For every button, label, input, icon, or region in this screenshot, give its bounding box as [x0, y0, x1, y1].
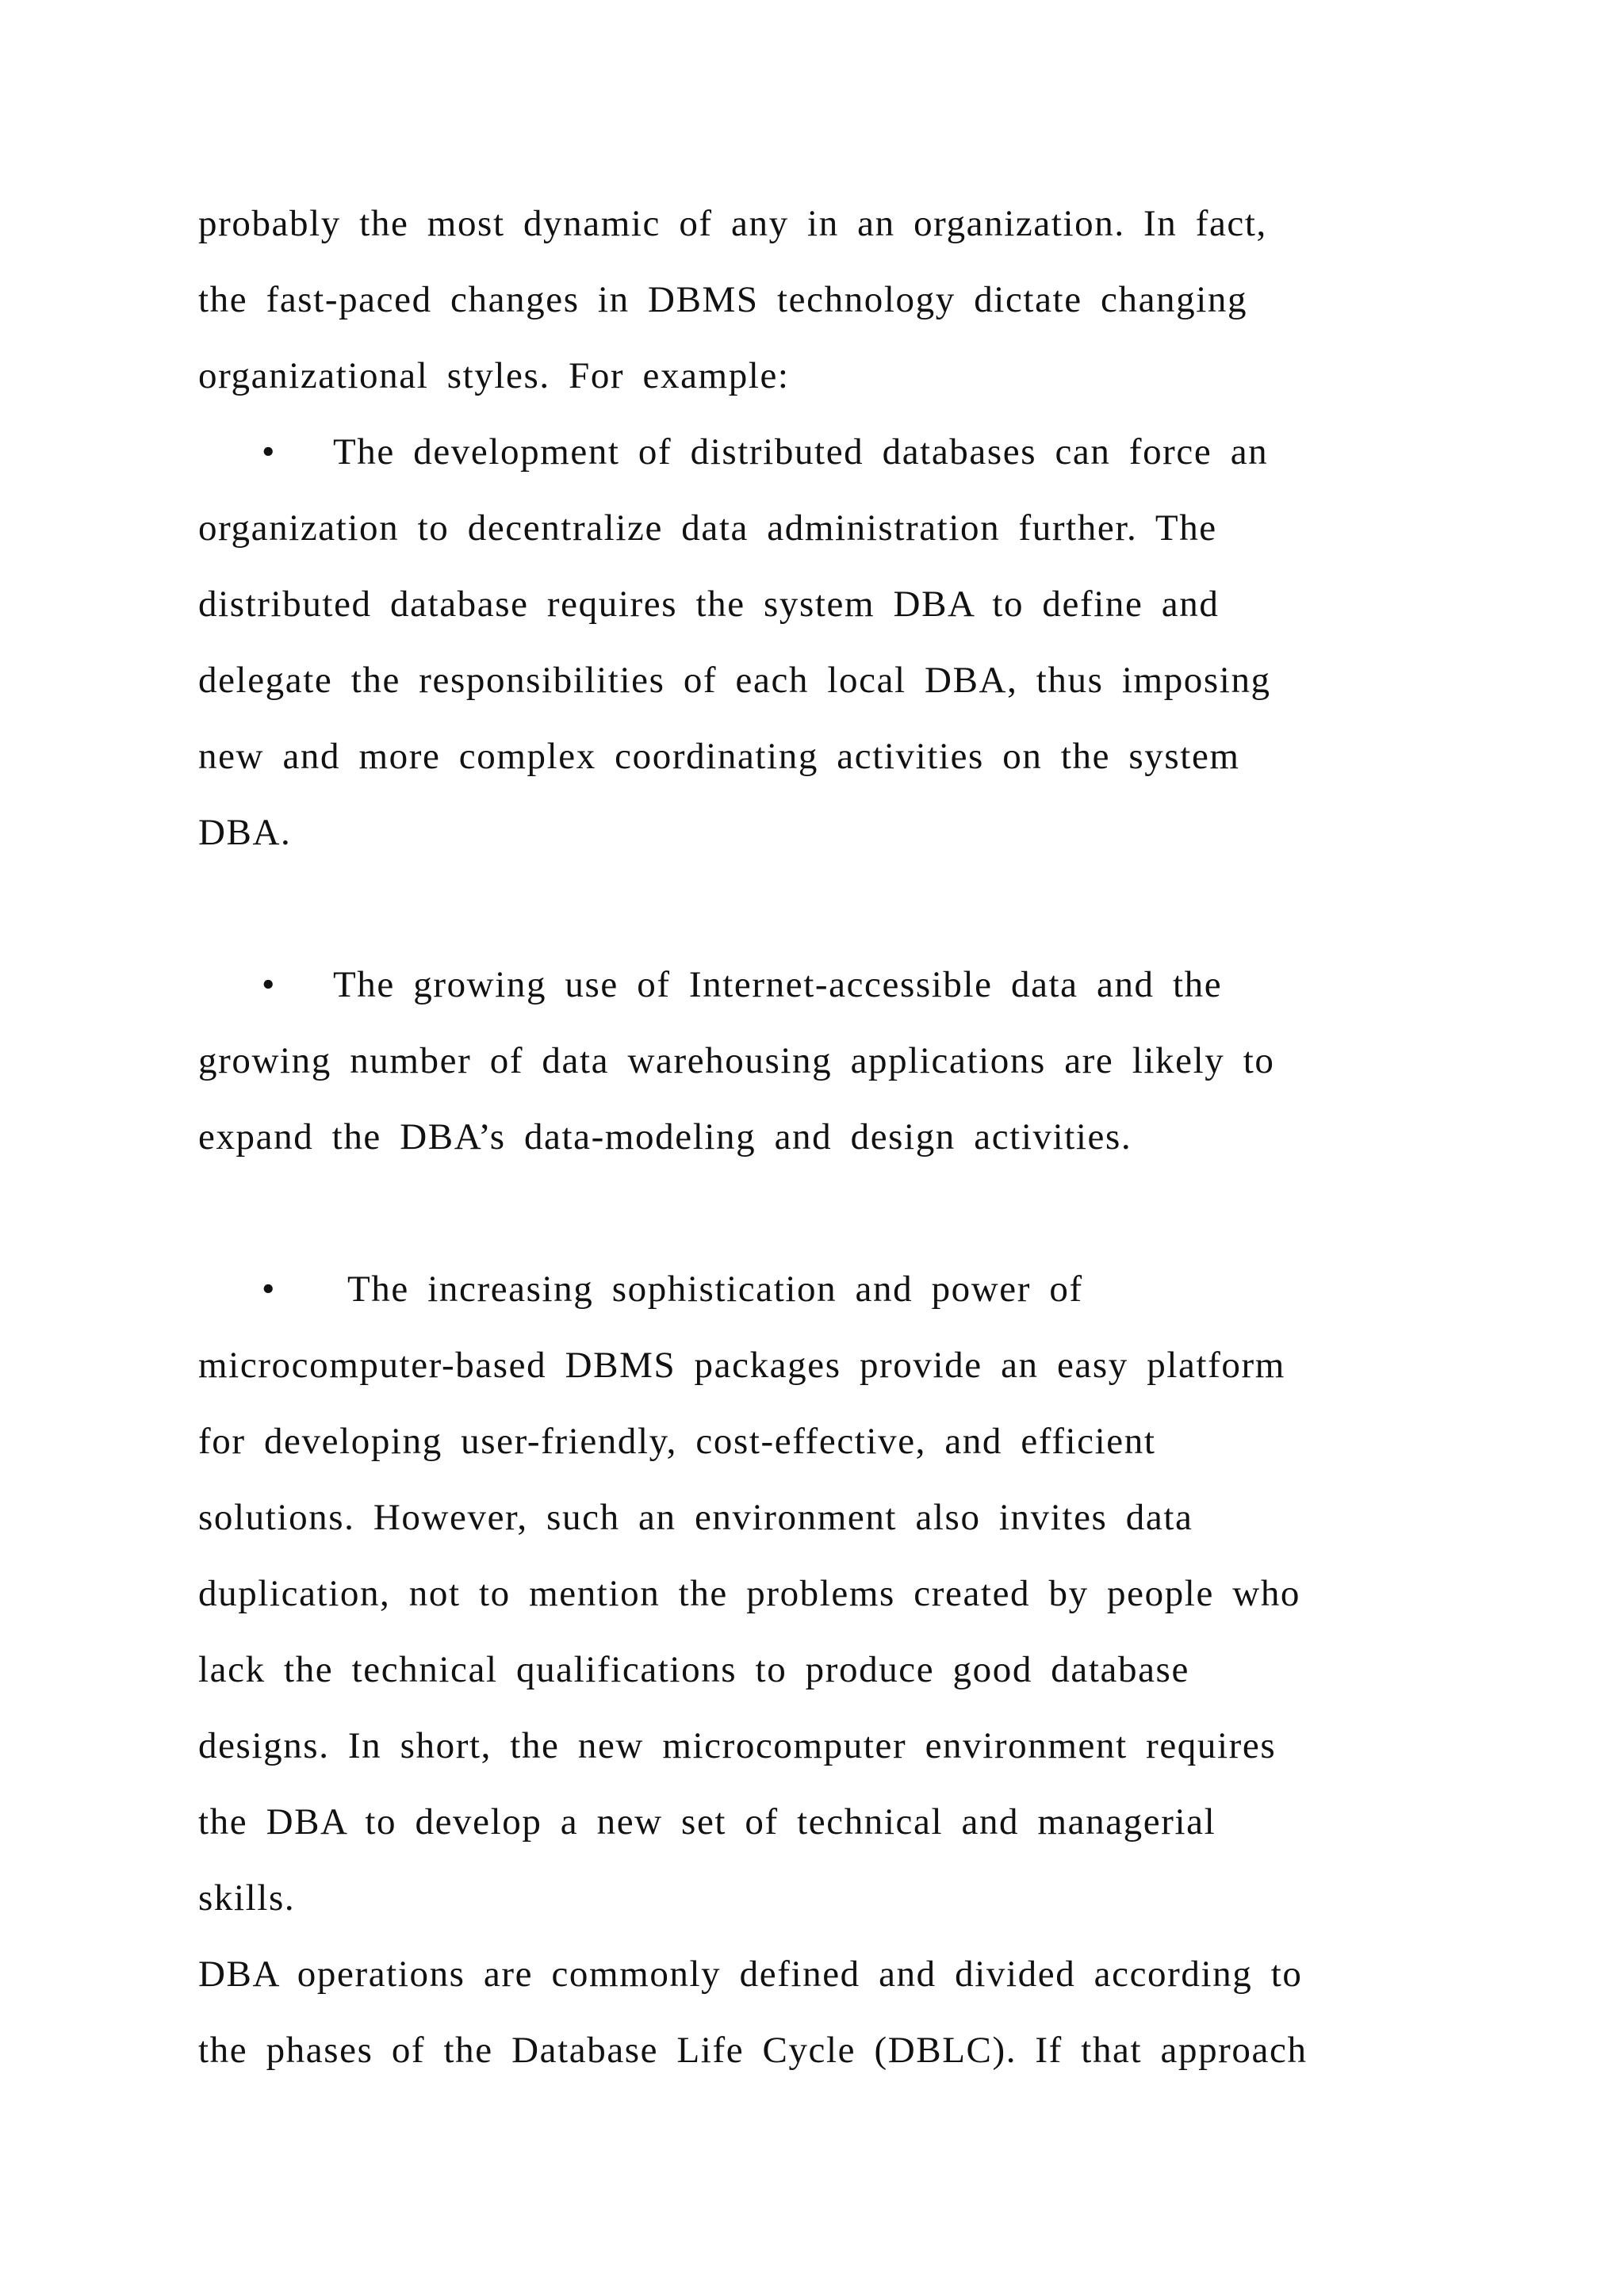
- bullet-item-first-line: The growing use of Internet-accessible data and the: [333, 964, 1223, 1005]
- bullet-item-line: new and more complex coordinating activities on the system: [198, 736, 1240, 777]
- bullet-marker: •: [262, 964, 277, 1005]
- bullet-item-first-line: The increasing sophistication and power of: [347, 1269, 1083, 1310]
- bullet-marker: •: [262, 1269, 277, 1310]
- bullet-item-line: designs. In short, the new microcomputer environment requires: [198, 1725, 1277, 1766]
- bullet-item-line: microcomputer-based DBMS packages provide an easy platform: [198, 1345, 1285, 1386]
- bullet-item-line: for developing user-friendly, cost-effective, and efficient: [198, 1421, 1156, 1462]
- paragraph-line: organizational styles. For example:: [198, 355, 790, 396]
- bullet-item-line: the DBA to develop a new set of technical and managerial: [198, 1801, 1216, 1843]
- paragraph-line: the phases of the Database Life Cycle (DBLC). If that approach: [198, 2030, 1308, 2071]
- bullet-item-line: expand the DBA’s data-modeling and design activities.: [198, 1116, 1132, 1158]
- paragraph-line: DBA operations are commonly defined and divided according to: [198, 1954, 1303, 1995]
- bullet-item-line: growing number of data warehousing applications are likely to: [198, 1040, 1275, 1081]
- bullet-item-line: distributed database requires the system DBA to define and: [198, 584, 1220, 625]
- bullet-item-line: skills.: [198, 1877, 296, 1919]
- bullet-item-line: DBA.: [198, 812, 292, 853]
- bullet-item-line: delegate the responsibilities of each local DBA, thus imposing: [198, 660, 1271, 701]
- bullet-item-line: organization to decentralize data administration further. The: [198, 507, 1217, 549]
- bullet-item-line: duplication, not to mention the problems created by people who: [198, 1573, 1301, 1614]
- bullet-item-first-line: The development of distributed databases can force an: [333, 431, 1269, 473]
- paragraph-line: the fast-paced changes in DBMS technology dictate changing: [198, 279, 1248, 320]
- paragraph-line: probably the most dynamic of any in an organization. In fact,: [198, 203, 1267, 244]
- bullet-item-line: lack the technical qualifications to produce good database: [198, 1649, 1189, 1690]
- bullet-item-line: solutions. However, such an environment also invites data: [198, 1497, 1193, 1538]
- bullet-marker: •: [262, 431, 277, 473]
